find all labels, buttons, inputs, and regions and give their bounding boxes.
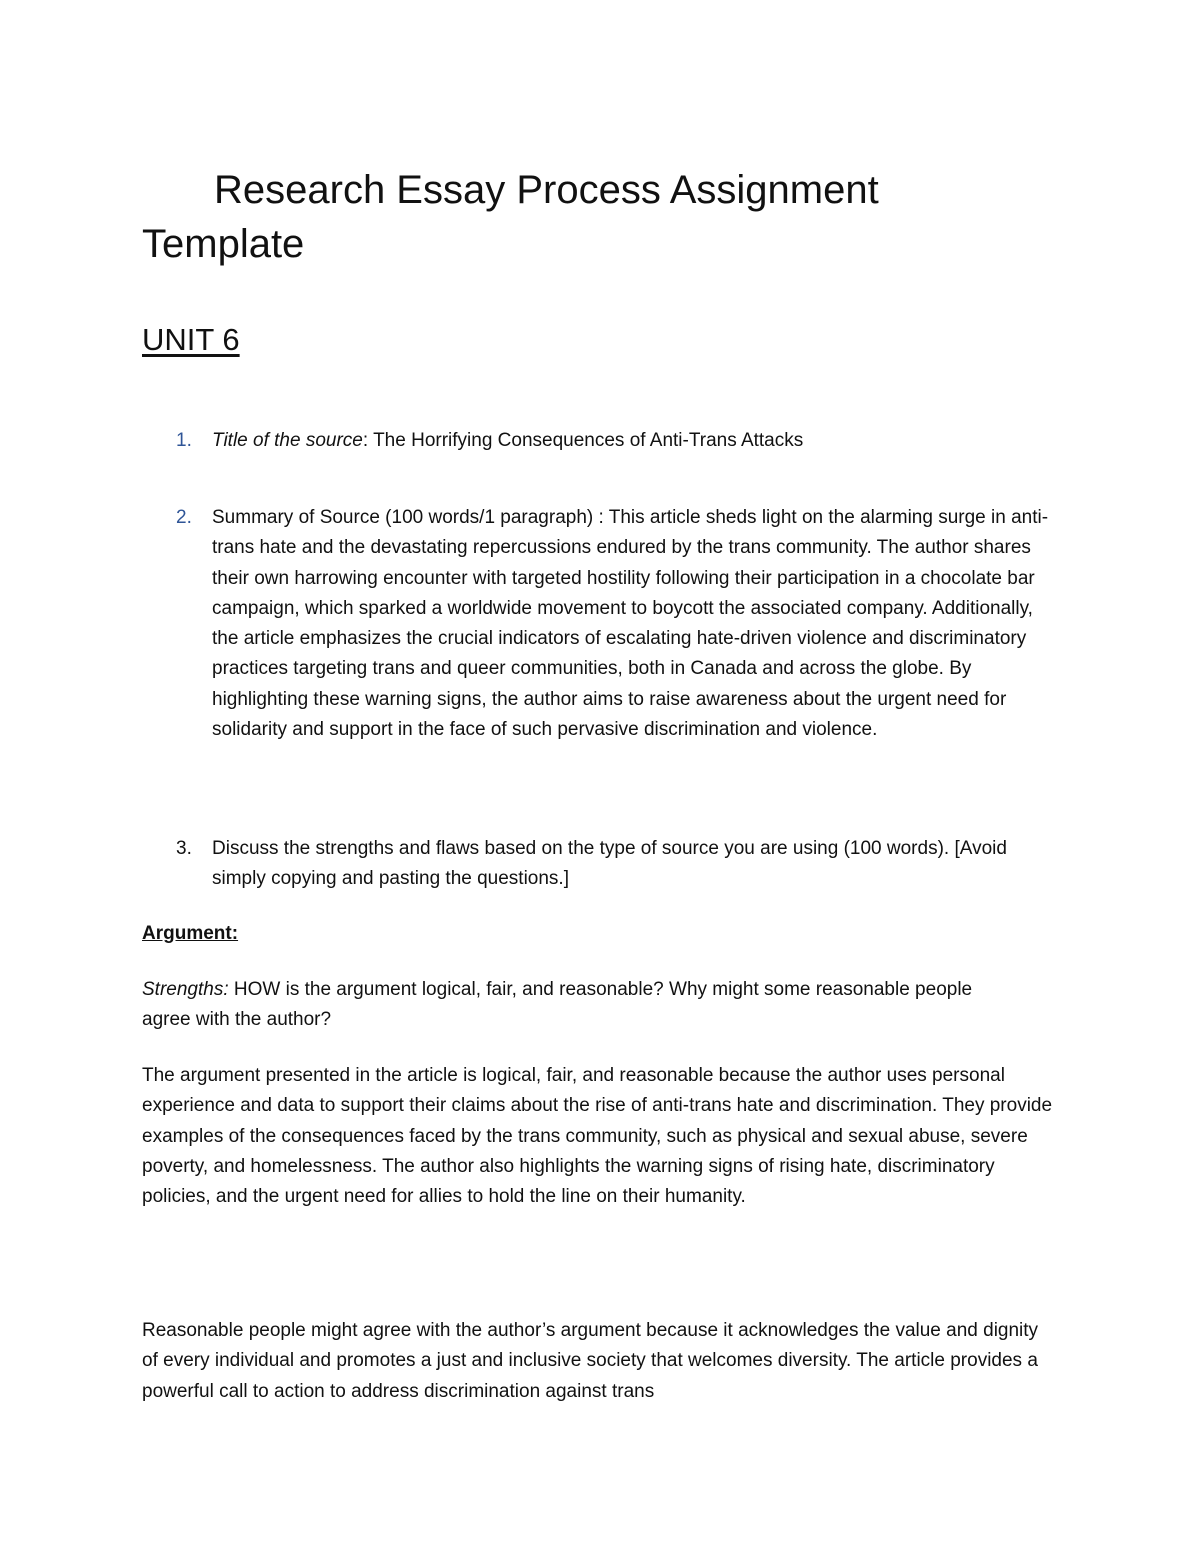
title-line-2: Template [142, 222, 305, 266]
document-title [142, 163, 1042, 271]
summary-text: Summary of Source (100 words/1 paragraph) : This article sheds light on the alarming surge in anti-trans hate and the devastating repercussions endured by the trans community. The author shares their own harrowing encounter with targeted hostility following their participation in a chocolate bar campaign, which sparked a worldwide movement to boycott the associated company. Additionally, the article emphasizes the crucial indicators of escalating hate-driven violence and discriminatory practices targeting trans and queer communities, both in Canada and across the globe. By highlighting these warning signs, the author aims to raise awareness about the urgent need for solidarity and support in the face of such pervasive discrimination and violence. [212, 507, 1049, 741]
list-item-1-content [212, 426, 1076, 456]
argument-heading-text: Argument: [142, 923, 239, 944]
argument-paragraph-2: Reasonable people might agree with the author’s argument because it acknowledges the value and dignity of every individual and promotes a just and inclusive society that welcomes diversity. The article provides a powerful call to action to address discrimination against trans [142, 1320, 1039, 1402]
strengths-question-text: HOW is the argument logical, fair, and reasonable? Why might some reasonable people agree with the author? [142, 979, 973, 1031]
list-item-2 [176, 503, 1076, 745]
strengths-flaws-prompt: Discuss the strengths and flaws based on the type of source you are using (100 words). [Avoid simply copying and pasting the questions.] [212, 838, 1007, 890]
argument-paragraph-1: The argument presented in the article is logical, fair, and reasonable because the author uses personal experience and data to support their claims about the rise of anti-trans hate and discrimination. They provide examples of the consequences faced by the trans community, such as physical and sexual abuse, severe poverty, and homelessness. The author also highlights the warning signs of rising hate, discriminatory policies, and the urgent need for allies to hold the line on their humanity. [142, 1065, 1053, 1208]
list-number-3: 3. [176, 838, 192, 859]
list-number-1: 1. [176, 430, 192, 451]
list-item-3 [176, 834, 1076, 895]
unit-heading: UNIT 6 [142, 322, 240, 357]
argument-heading [142, 919, 1067, 949]
strengths-label: Strengths: [142, 979, 229, 1000]
title-line-1: Research Essay Process Assignment [214, 168, 879, 212]
source-title-text: : The Horrifying Consequences of Anti-Trans Attacks [362, 430, 804, 451]
source-title-label: Title of the source [212, 430, 363, 451]
strengths-question [142, 975, 1022, 1036]
list-item-1 [176, 426, 1076, 456]
list-number-2: 2. [176, 507, 192, 528]
